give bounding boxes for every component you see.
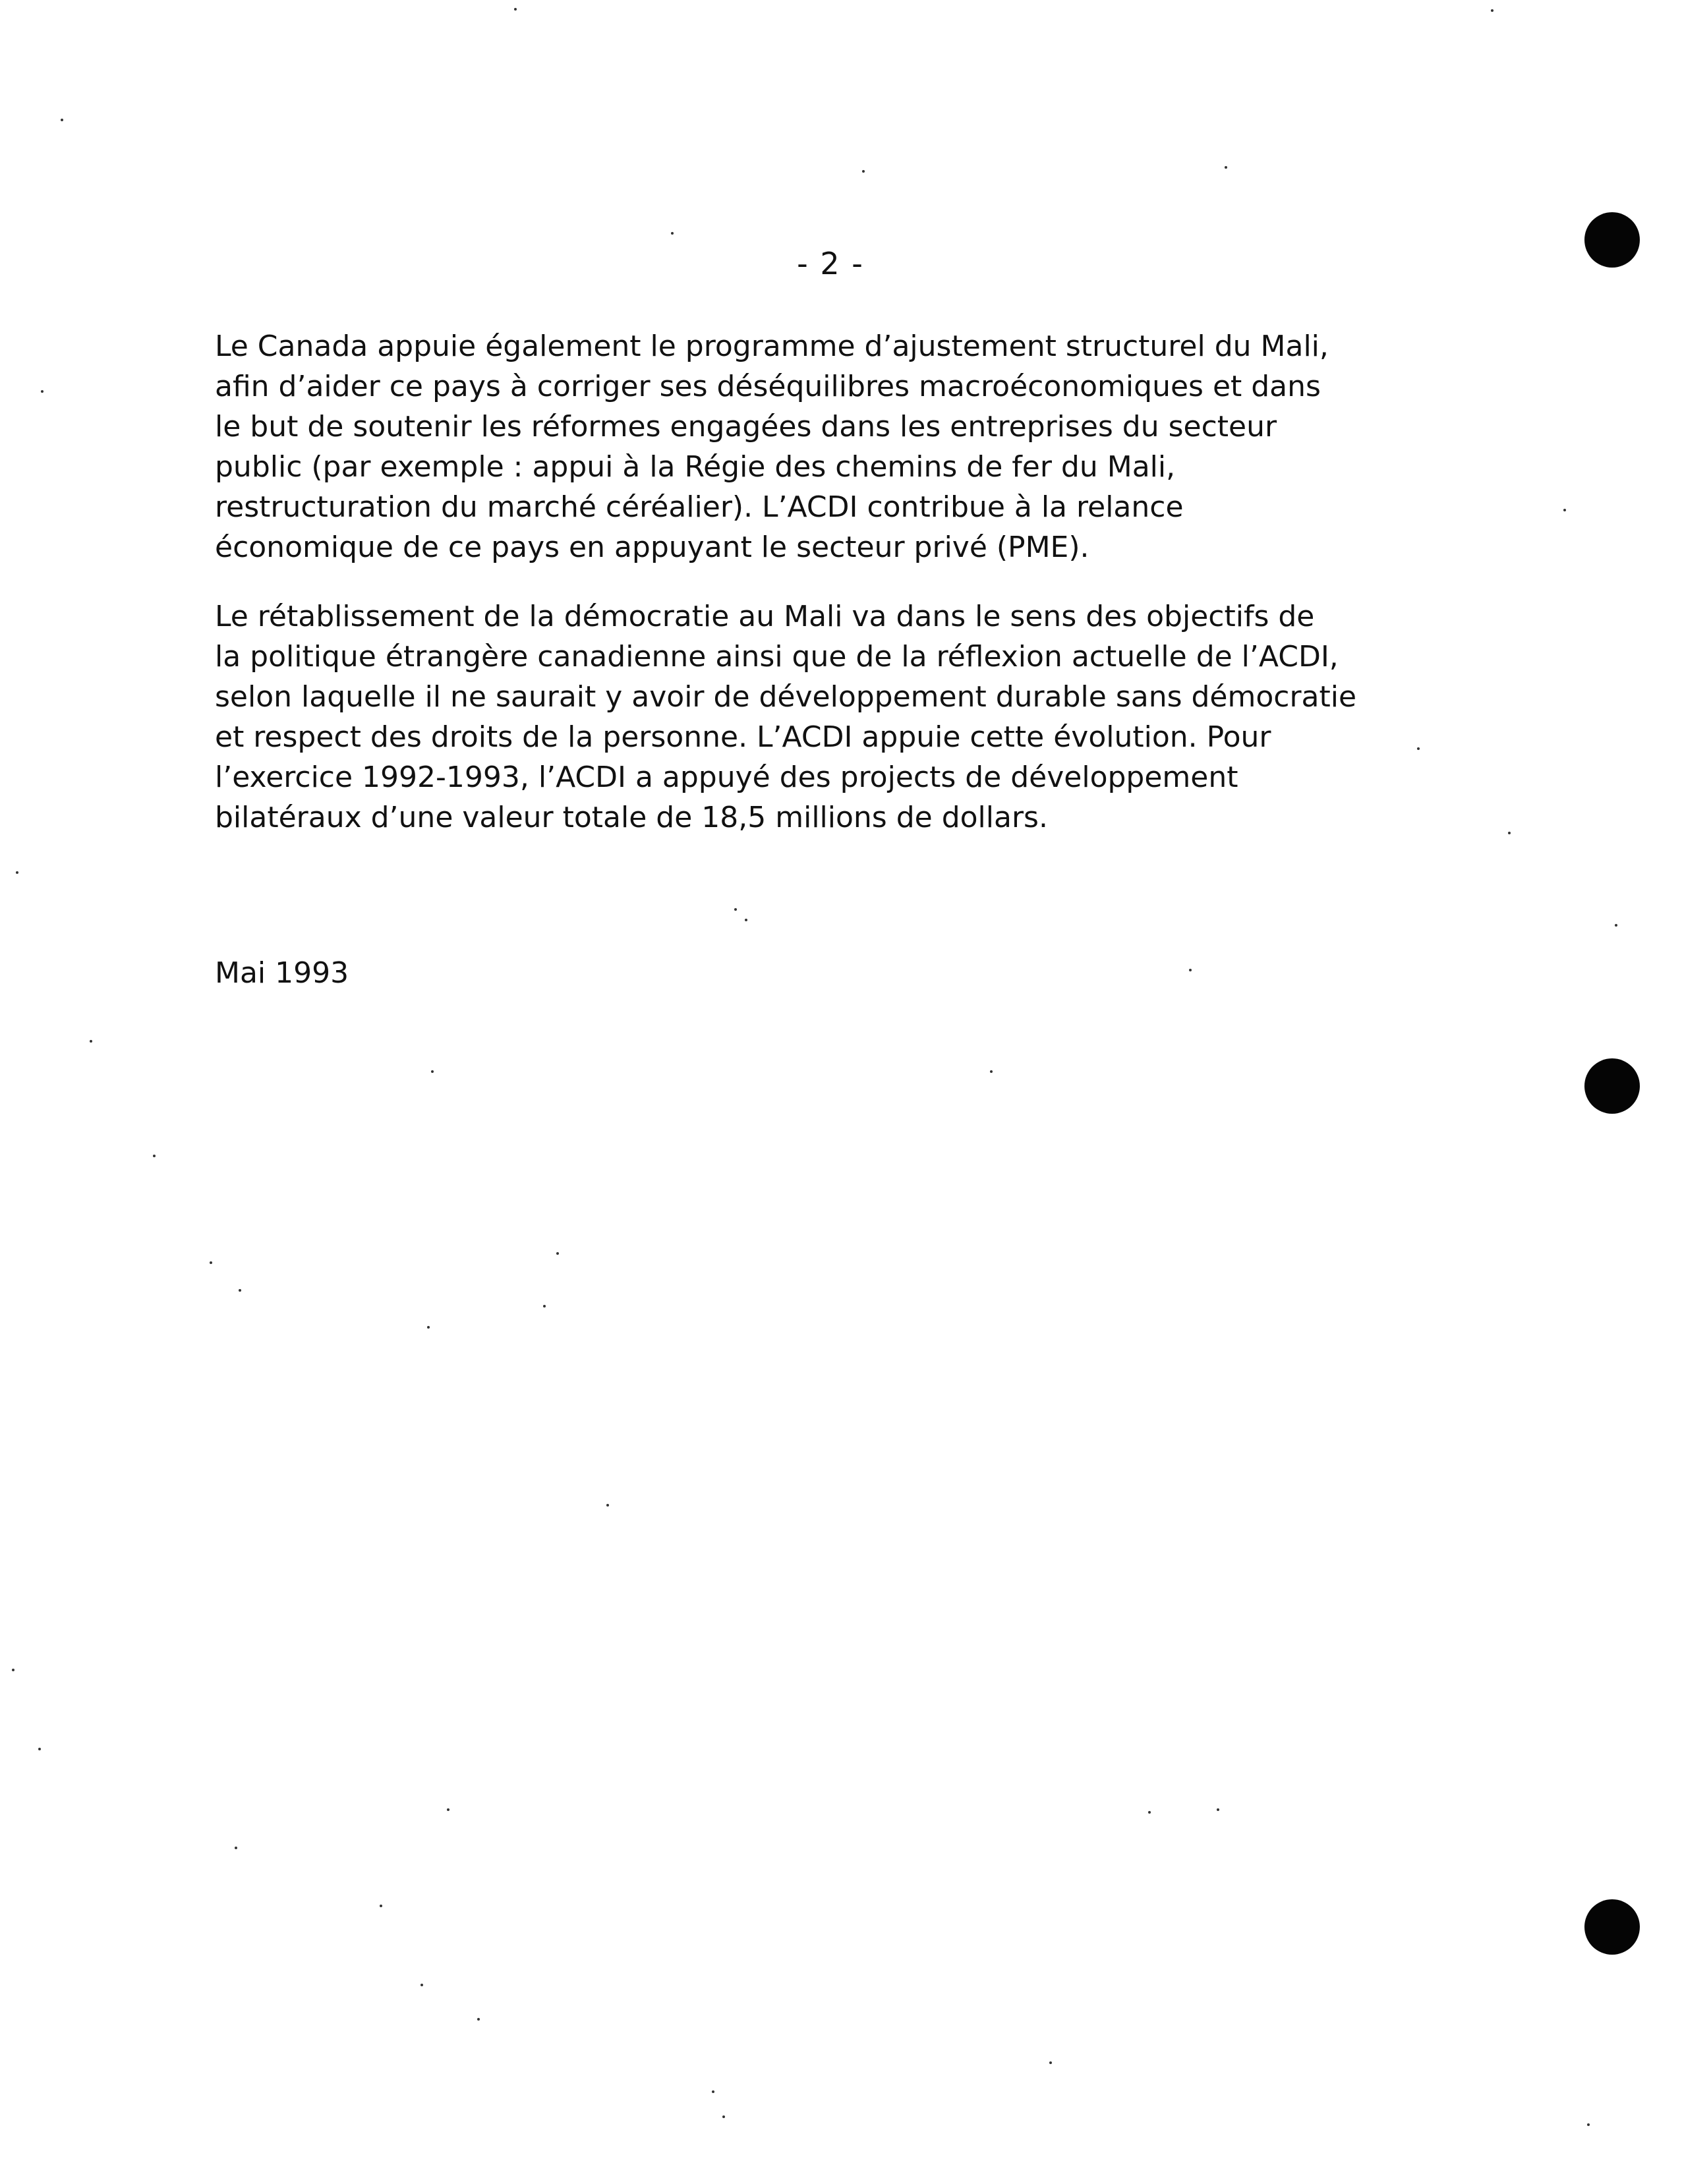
scan-speck <box>734 908 737 911</box>
paragraph-line: selon laquelle il ne saurait y avoir de développement durable sans démocratie <box>215 680 1357 714</box>
scan-speck <box>16 871 18 874</box>
paragraph-line: et respect des droits de la personne. L’ACDI appuie cette évolution. Pour <box>215 720 1271 754</box>
paragraph-line: bilatéraux d’une valeur totale de 18,5 millions de dollars. <box>215 801 1048 834</box>
document-date: Mai 1993 <box>215 956 349 990</box>
scan-speck <box>745 919 747 921</box>
scan-speck <box>1049 2061 1052 2064</box>
scan-speck <box>1491 9 1494 12</box>
scan-speck <box>1615 924 1617 927</box>
scan-speck <box>671 232 674 235</box>
paragraph-line: économique de ce pays en appuyant le secteur privé (PME). <box>215 531 1089 564</box>
paragraph-line: afin d’aider ce pays à corriger ses déséquilibres macroéconomiques et dans <box>215 370 1321 403</box>
scan-speck <box>990 1070 993 1073</box>
paragraph-line: l’exercice 1992-1993, l’ACDI a appuyé des projects de développement <box>215 761 1238 794</box>
paragraph-1 <box>215 326 1329 567</box>
scan-speck <box>514 8 517 11</box>
scan-speck <box>420 1984 423 1986</box>
scan-speck <box>12 1669 14 1671</box>
scan-speck <box>1587 2123 1590 2126</box>
scan-speck <box>239 1289 241 1292</box>
scan-speck <box>1563 509 1566 511</box>
scan-speck <box>1217 1808 1219 1811</box>
paragraph-line: public (par exemple : appui à la Régie des chemins de fer du Mali, <box>215 450 1176 484</box>
punch-hole-top <box>1584 212 1640 268</box>
scan-speck <box>38 1748 41 1750</box>
scan-speck <box>1508 832 1511 834</box>
scan-speck <box>556 1252 559 1255</box>
scan-speck <box>210 1261 212 1264</box>
scan-speck <box>427 1326 430 1329</box>
paragraph-line: Le rétablissement de la démocratie au Mali va dans le sens des objectifs de <box>215 600 1315 633</box>
scan-speck <box>862 170 865 173</box>
page-number: - 2 - <box>797 246 864 281</box>
punch-hole-bottom <box>1584 1899 1640 1955</box>
scan-speck <box>235 1847 237 1849</box>
scan-speck <box>543 1305 546 1308</box>
punch-hole-middle <box>1584 1058 1640 1114</box>
scan-speck <box>1225 166 1227 169</box>
scan-speck <box>1148 1811 1151 1814</box>
scan-speck <box>431 1070 434 1073</box>
scan-speck <box>380 1905 382 1907</box>
scan-speck <box>1189 969 1192 971</box>
scan-speck <box>1417 747 1420 750</box>
scan-speck <box>477 2018 480 2021</box>
scan-speck <box>61 119 63 121</box>
paragraph-line: Le Canada appuie également le programme d’ajustement structurel du Mali, <box>215 330 1329 363</box>
scan-speck <box>606 1504 609 1507</box>
scan-speck <box>722 2115 725 2118</box>
scan-speck <box>712 2090 714 2093</box>
scan-speck <box>447 1808 450 1811</box>
paragraph-line: restructuration du marché céréalier). L’ACDI contribue à la relance <box>215 490 1184 524</box>
scan-speck <box>153 1155 156 1157</box>
paragraph-2 <box>215 596 1356 838</box>
paragraph-line: la politique étrangère canadienne ainsi que de la réflexion actuelle de l’ACDI, <box>215 640 1339 674</box>
paragraph-line: le but de soutenir les réformes engagées dans les entreprises du secteur <box>215 410 1277 444</box>
scan-speck <box>41 390 44 393</box>
scan-speck <box>90 1040 92 1043</box>
